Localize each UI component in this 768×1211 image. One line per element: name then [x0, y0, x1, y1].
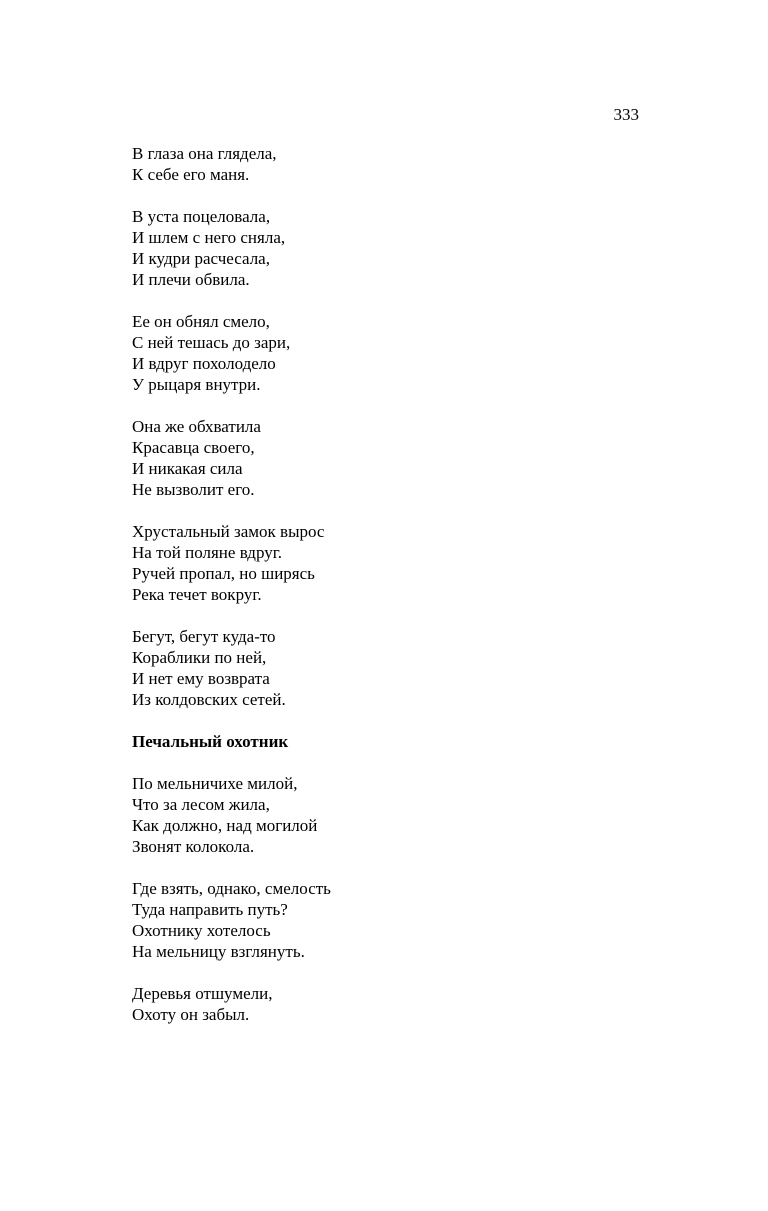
poem-line: И шлем с него сняла,: [132, 228, 286, 247]
poem-line: В глаза она глядела,: [132, 144, 277, 163]
poem-line: По мельничихе милой,: [132, 774, 298, 793]
stanza: [132, 416, 652, 500]
poem-line: Ручей пропал, но ширясь: [132, 564, 315, 583]
poem-title: Печальный охотник: [132, 732, 289, 751]
poem-line: Деревья отшумели,: [132, 984, 273, 1003]
poem-line: Из колдовских сетей.: [132, 690, 286, 709]
poem-line: Красавца своего,: [132, 438, 255, 457]
stanza: [132, 143, 652, 185]
poem-line: И никакая сила: [132, 459, 243, 478]
poem-line: Не вызволит его.: [132, 480, 255, 499]
poem-content: [132, 143, 652, 1046]
poem-line: В уста поцеловала,: [132, 207, 271, 226]
stanza: [132, 311, 652, 395]
poem-line: Где взять, однако, смелость: [132, 879, 331, 898]
poem-line: Охотнику хотелось: [132, 921, 271, 940]
poem-line: Охоту он забыл.: [132, 1005, 250, 1024]
stanza: [132, 626, 652, 710]
poem-line: К себе его маня.: [132, 165, 250, 184]
stanza: [132, 521, 652, 605]
poem-line: Река течет вокруг.: [132, 585, 262, 604]
poem-line: На той поляне вдруг.: [132, 543, 283, 562]
poem-line: Туда направить путь?: [132, 900, 288, 919]
poem-line: С ней тешась до зари,: [132, 333, 291, 352]
poem-line: И вдруг похолодело: [132, 354, 276, 373]
page-number: 333: [613, 105, 639, 124]
poem-line: Как должно, над могилой: [132, 816, 318, 835]
poem-line: Она же обхватила: [132, 417, 261, 436]
poem-line: Бегут, бегут куда-то: [132, 627, 276, 646]
poem-line: И кудри расчесала,: [132, 249, 270, 268]
poem-line: Звонят колокола.: [132, 837, 255, 856]
poem-line: Кораблики по ней,: [132, 648, 267, 667]
poem-line: У рыцаря внутри.: [132, 375, 261, 394]
poem-line: И нет ему возврата: [132, 669, 270, 688]
poem-line: Что за лесом жила,: [132, 795, 270, 814]
poem-line: Ее он обнял смело,: [132, 312, 270, 331]
poem-line: На мельницу взглянуть.: [132, 942, 305, 961]
poem-line: И плечи обвила.: [132, 270, 250, 289]
stanza: [132, 773, 652, 857]
stanza: [132, 878, 652, 962]
stanza: [132, 983, 652, 1025]
stanza: [132, 206, 652, 290]
poem-line: Хрустальный замок вырос: [132, 522, 325, 541]
